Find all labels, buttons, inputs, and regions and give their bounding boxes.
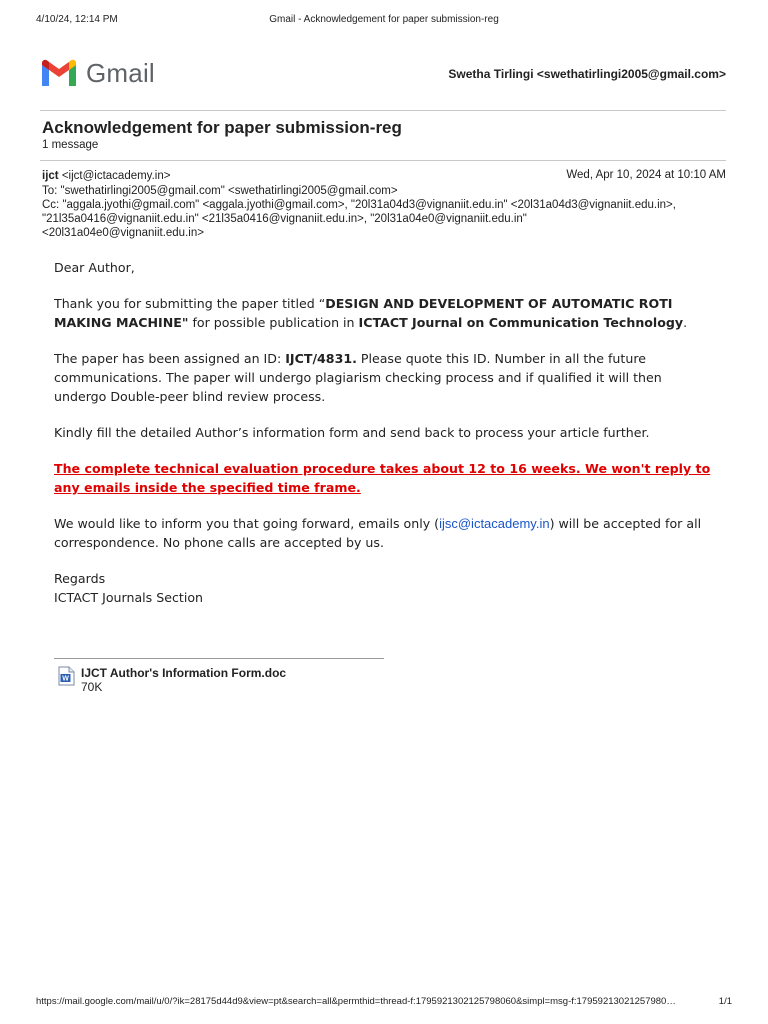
journal-name: ICTACT Journal on Communication Technology (358, 315, 684, 330)
print-datetime: 4/10/24, 12:14 PM (36, 14, 118, 25)
attachment-size: 70K (81, 680, 103, 694)
paper-id: IJCT/4831. (285, 351, 357, 366)
print-page-number: 1/1 (718, 996, 732, 1007)
message-count: 1 message (42, 139, 99, 151)
body-paragraph-3: Kindly fill the detailed Author’s information form and send back to process your article further. (54, 425, 650, 440)
print-header (36, 14, 732, 28)
p1-text-c: . (683, 315, 688, 330)
svg-text:W: W (62, 675, 69, 683)
message-date: Wed, Apr 10, 2024 at 10:10 AM (566, 169, 726, 181)
p1-text-a: Thank you for submitting the paper titled “ (54, 296, 326, 311)
body-paragraph-5 (54, 514, 714, 552)
header-divider (40, 110, 726, 111)
p2-text-a: The paper has been assigned an ID: (54, 351, 286, 366)
attachment-divider (54, 658, 384, 659)
p5-text-a: We would like to inform you that going forward, emails only ( (54, 516, 440, 531)
attachment-meta (81, 666, 286, 694)
message-body (54, 258, 714, 607)
regards: Regards (54, 571, 106, 586)
print-footer (36, 996, 732, 1008)
print-url: https://mail.google.com/mail/u/0/?ik=28175d44d9&view=pt&search=all&permthid=thread-f:1795921302125798060&simpl=msg-f:17959213021257980… (36, 996, 676, 1007)
word-doc-icon (58, 666, 75, 686)
gmail-wordmark: Gmail (86, 57, 155, 88)
sender-email[interactable]: <ijct@ictacademy.in> (61, 170, 171, 182)
gmail-m-icon (40, 59, 78, 88)
sender-name: ijct (42, 170, 59, 182)
warning-notice: The complete technical evaluation procedure takes about 12 to 16 weeks. We won't reply to any emails inside the specified time frame. (54, 461, 711, 495)
cc-line-3: <20l31a04e0@vignaniit.edu.in> (42, 227, 204, 239)
p2-text-b: Please quote this ID. Number in all the future communications. The paper will undergo plagiarism checking process and if qualified it will then undergo Double-peer blind review process. (54, 351, 662, 404)
cc-line-2: "21l35a0416@vignaniit.edu.in" <21l35a0416@vignaniit.edu.in>, "20l31a04e0@vignaniit.edu.in" (42, 213, 527, 225)
p1-text-b: for possible publication in (188, 315, 359, 330)
greeting: Dear Author, (54, 260, 135, 275)
attachment-filename[interactable]: IJCT Author's Information Form.doc (81, 666, 287, 680)
attachment[interactable] (58, 666, 286, 694)
gmail-logo[interactable] (40, 56, 155, 90)
to-line: To: "swethatirlingi2005@gmail.com" <swethatirlingi2005@gmail.com> (42, 185, 398, 197)
cc-line-1: Cc: "aggala.jyothi@gmail.com" <aggala.jyothi@gmail.com>, "20l31a04d3@vignaniit.edu.in" <20l31a04d3@vignaniit.edu.in>, (42, 199, 676, 211)
paper-title: DESIGN AND DEVELOPMENT OF AUTOMATIC ROTI MAKING MACHINE" (54, 296, 673, 330)
account-identity: Swetha Tirlingi <swethatirlingi2005@gmail.com> (448, 67, 726, 81)
body-paragraph-2 (54, 349, 714, 406)
print-page-title: Gmail - Acknowledgement for paper submission-reg (269, 14, 499, 25)
contact-email-link[interactable]: ijsc@ictacademy.in (439, 516, 550, 531)
body-paragraph-1 (54, 294, 714, 332)
thread-subject: Acknowledgement for paper submission-reg (42, 118, 402, 137)
signature: ICTACT Journals Section (54, 590, 204, 605)
thread-divider (40, 160, 726, 161)
p5-text-b: ) will be accepted for all correspondence. No phone calls are accepted by us. (54, 516, 702, 550)
